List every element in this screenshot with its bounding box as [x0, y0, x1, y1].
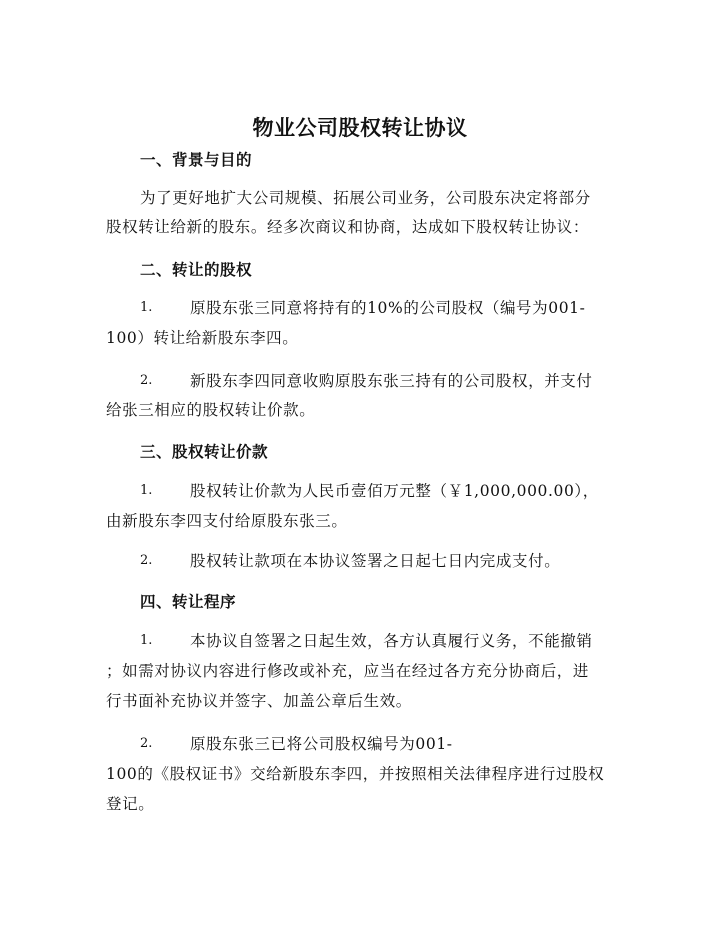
list-item-line: 由新股东李四支付给原股东张三。 — [106, 512, 348, 530]
section-heading-transferred-equity: 二、转让的股权 — [140, 260, 253, 279]
list-item-number: 1. — [140, 483, 153, 498]
list-item-line: 股权转让款项在本协议签署之日起七日内完成支付。 — [190, 552, 561, 570]
section-heading-background: 一、背景与目的 — [140, 150, 253, 169]
list-item-line: 给张三相应的股权转让价款。 — [106, 401, 316, 419]
list-item-line: 本协议自签署之日起生效，各方认真履行义务，不能撤销 — [190, 632, 593, 650]
document-title: 物业公司股权转让协议 — [252, 115, 468, 140]
list-item-line: 100）转让给新股东李四。 — [106, 329, 299, 347]
list-item-line: ；如需对协议内容进行修改或补充，应当在经过各方充分协商后，进 — [106, 662, 590, 680]
section-heading-transfer-price: 三、股权转让价款 — [140, 442, 269, 461]
list-item-line: 股权转让价款为人民币壹佰万元整（￥1,000,000.00）， — [190, 482, 599, 500]
list-item-line: 100的《股权证书》交给新股东李四，并按照相关法律程序进行过股权 — [106, 765, 605, 783]
list-item-line: 原股东张三已将公司股权编号为001- — [190, 735, 453, 753]
list-item-line: 行书面补充协议并签字、加盖公章后生效。 — [106, 692, 412, 710]
list-item-line: 登记。 — [106, 795, 155, 813]
list-item-number: 2. — [140, 553, 153, 568]
list-item-number: 1. — [140, 633, 153, 648]
list-item-line: 新股东李四同意收购原股东张三持有的公司股权，并支付 — [190, 372, 593, 390]
list-item-number: 2. — [140, 373, 153, 388]
paragraph-line: 为了更好地扩大公司规模、拓展公司业务，公司股东决定将部分 — [140, 189, 591, 207]
paragraph-line: 股权转让给新的股东。经多次商议和协商，达成如下股权转让协议： — [106, 218, 590, 236]
list-item-number: 2. — [140, 736, 153, 751]
list-item-number: 1. — [140, 300, 153, 315]
list-item-line: 原股东张三同意将持有的10%的公司股权（编号为001- — [190, 299, 586, 317]
section-heading-transfer-procedure: 四、转让程序 — [140, 592, 237, 611]
